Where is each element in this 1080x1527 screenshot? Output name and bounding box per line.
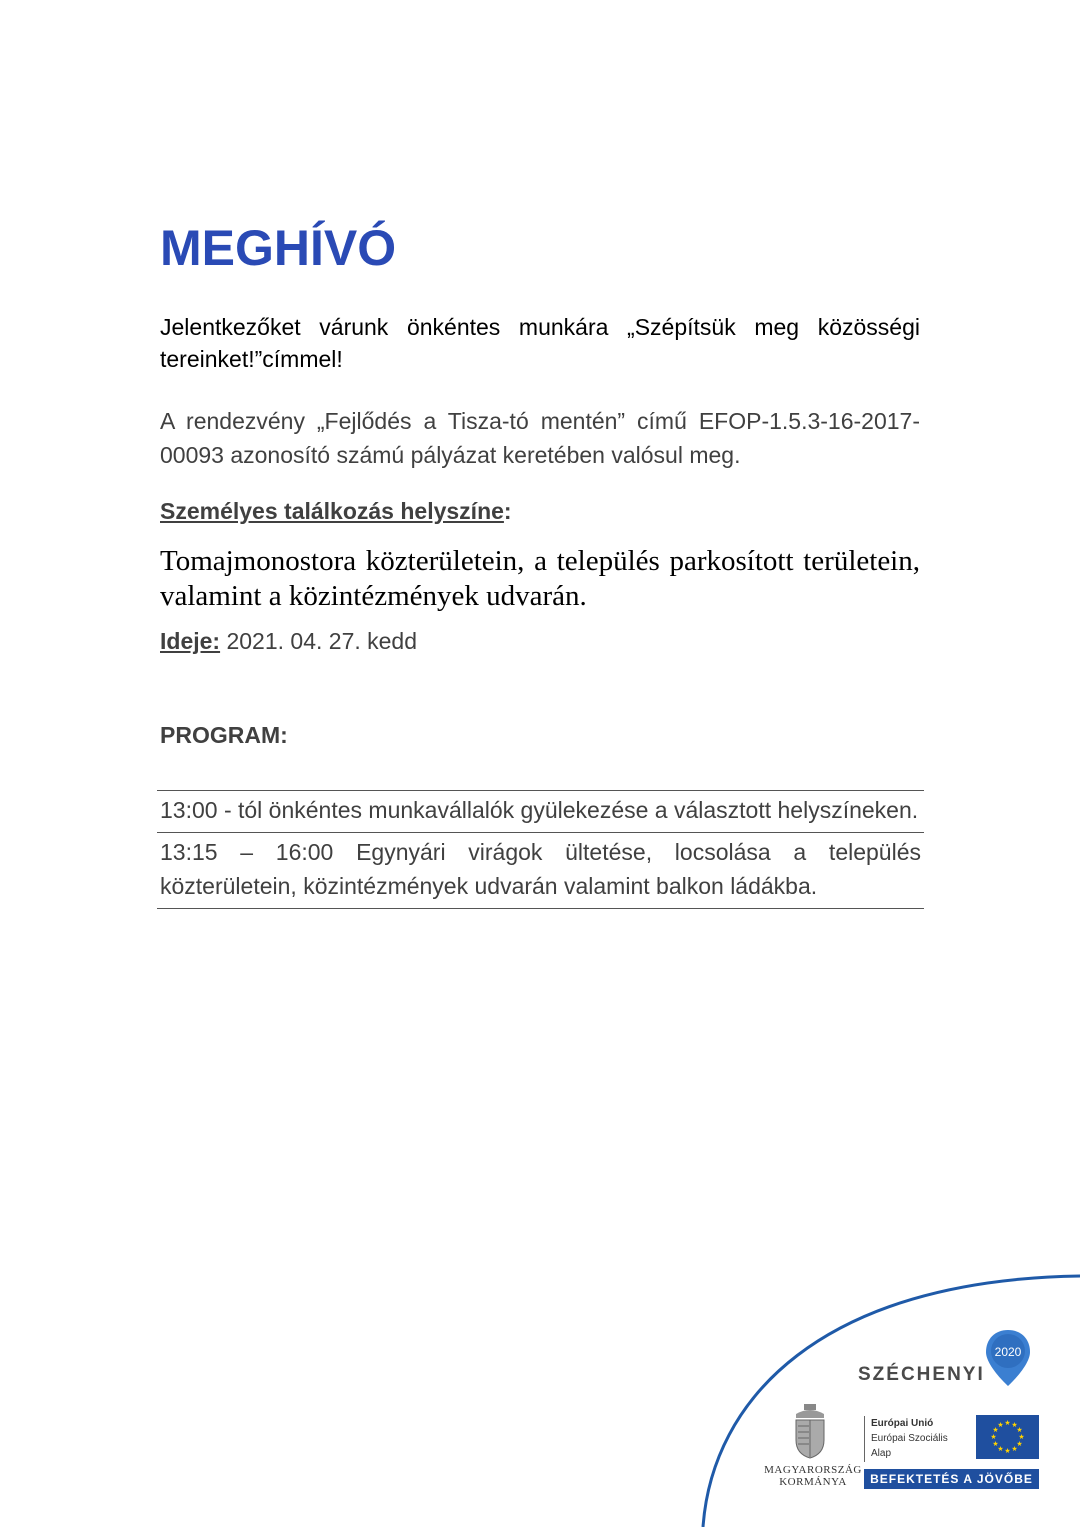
program-table [157,790,924,909]
svg-text:★: ★ [1016,1440,1023,1448]
event-description: A rendezvény „Fejlődés a Tisza-tó mentén” című EFOP-1.5.3-16-2017-00093 azonosító számú pályázat keretében valósul meg. [160,408,920,468]
date-value: 2021. 04. 27. kedd [226,628,418,654]
szechenyi-logo-text: SZÉCHENYI [858,1364,985,1385]
svg-text:★: ★ [992,1440,999,1448]
program-row-cell [157,833,924,909]
date-label: Ideje: [160,628,221,654]
eu-line-3: Alap [871,1448,892,1459]
svg-text:★: ★ [1011,1421,1018,1429]
svg-text:★: ★ [997,1421,1004,1429]
program-row-text: 13:00 - tól önkéntes munkavállalók gyülekezése a választott helyszíneken. [160,797,919,823]
svg-text:★: ★ [990,1433,997,1441]
event-date [160,628,417,655]
pin-label: 2020 [994,1345,1022,1359]
svg-text:★: ★ [1016,1426,1023,1434]
eu-line-1: Európai Unió [871,1418,934,1429]
government-line-1: MAGYARORSZÁG [764,1464,862,1476]
svg-text:★: ★ [1018,1433,1025,1441]
eu-fund-text [871,1416,948,1461]
svg-text:★: ★ [1004,1419,1011,1427]
eu-line-2: Európai Szociális [871,1433,948,1444]
program-row-text: 13:15 – 16:00 Egynyári virágok ültetése, locsolása a település közterületein, közintézmények udvarán valamint balkon ládákba. [160,839,921,899]
eu-divider [864,1416,865,1462]
government-line-2: KORMÁNYA [779,1476,847,1488]
svg-text:★: ★ [1004,1447,1011,1455]
meeting-label [160,498,512,525]
coat-of-arms-icon [790,1402,830,1460]
eu-banner: BEFEKTETÉS A JÖVŐBE [864,1469,1039,1489]
program-row [157,833,924,909]
svg-text:★: ★ [992,1426,999,1434]
svg-text:★: ★ [1011,1445,1018,1453]
szechenyi-2020-pin-icon [984,1328,1032,1388]
meeting-label-colon: : [503,498,512,524]
program-row-cell [157,791,924,833]
meeting-label-text: Személyes találkozás helyszíne [160,498,504,524]
government-logo-text [758,1464,868,1488]
eu-flag-icon [976,1415,1039,1459]
intro-paragraph: Jelentkezőket várunk önkéntes munkára „Szépítsük meg közösségi tereinket!”címmel! [160,314,920,372]
program-row [157,791,924,833]
page-title: MEGHÍVÓ [160,220,397,276]
meeting-location: Tomajmonostora közterületein, a település parkosított területein, valamint a közintézmények udvarán. [160,545,920,612]
svg-text:★: ★ [997,1445,1004,1453]
program-title: PROGRAM: [160,722,288,748]
